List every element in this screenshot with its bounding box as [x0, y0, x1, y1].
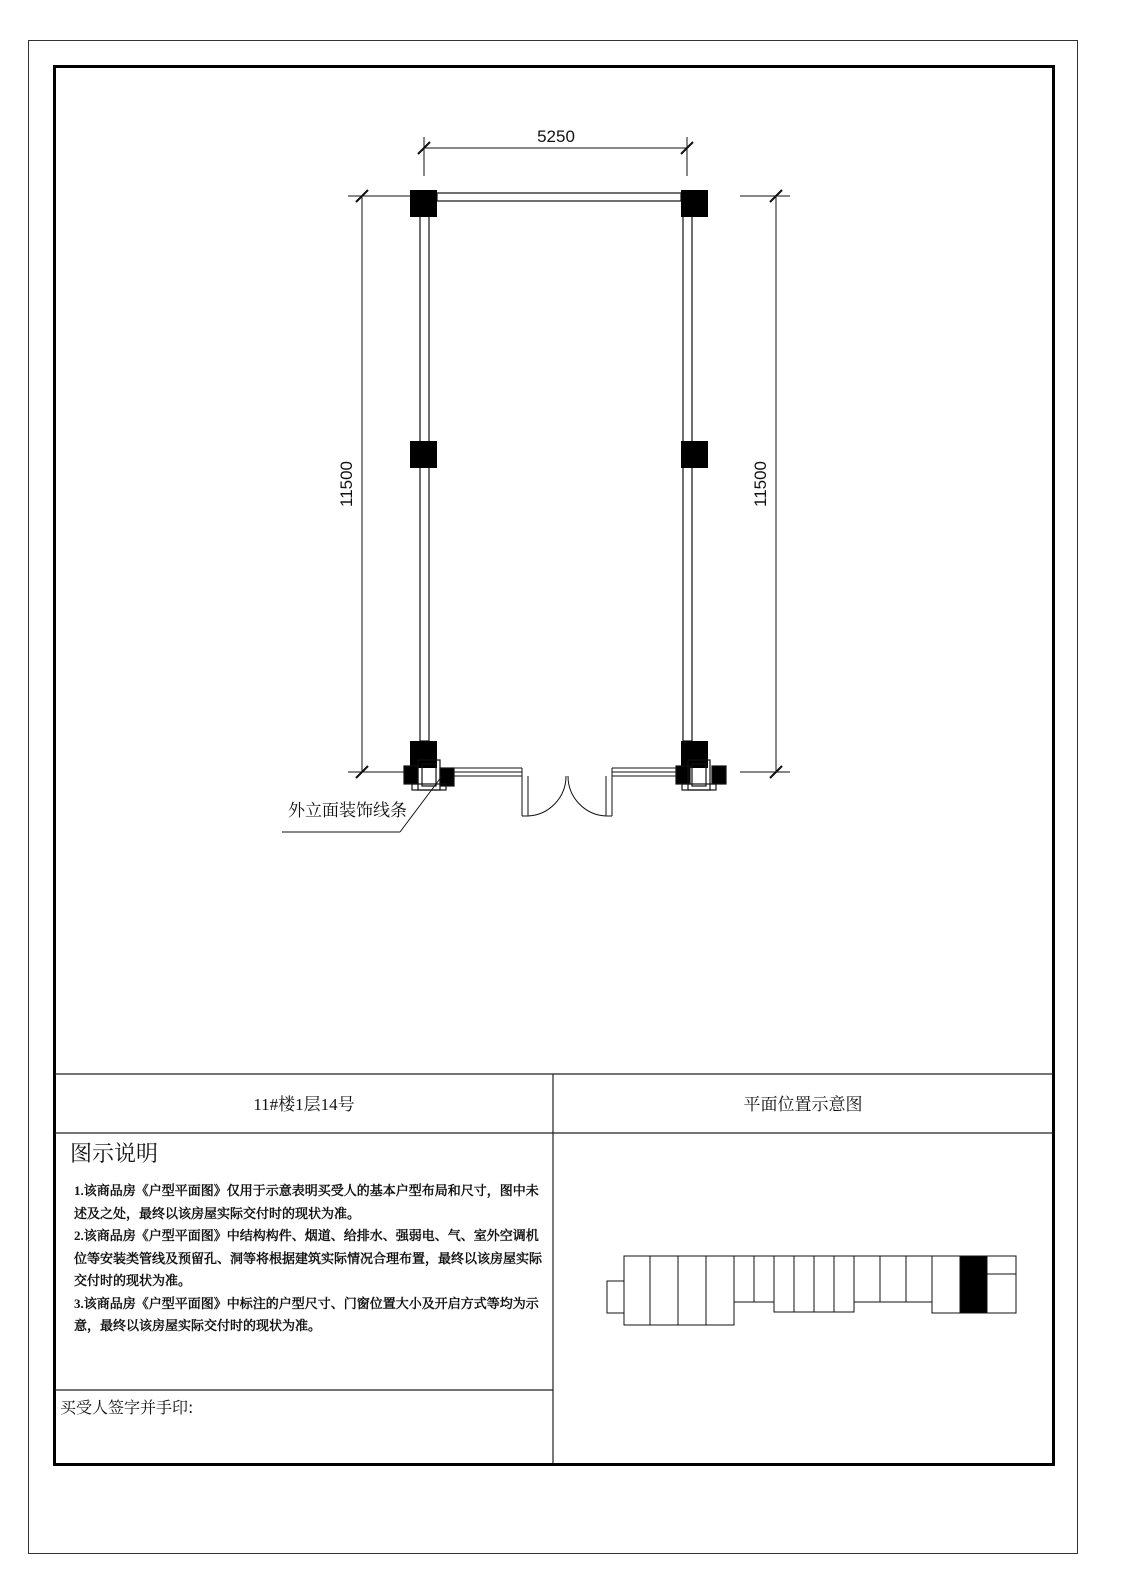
double-door: [522, 776, 612, 816]
highlighted-unit: [960, 1256, 987, 1313]
signature-label: 买受人签字并手印:: [60, 1398, 194, 1417]
location-title-cell: 平面位置示意图: [743, 1095, 863, 1114]
structural-columns: [410, 190, 708, 768]
dimension-top-label: 5250: [537, 127, 575, 146]
dimension-left: [348, 190, 410, 778]
callout-label: 外立面装饰线条: [288, 801, 407, 821]
dimension-left-label: 11500: [337, 460, 356, 508]
exterior-walls: [420, 193, 692, 741]
legend-notes: [74, 1180, 546, 1338]
location-key-plan: [607, 1256, 1016, 1325]
legend-title: 图示说明: [70, 1142, 159, 1167]
storefront-glazing: [454, 768, 676, 776]
unit-name-cell: 11#楼1层14号: [253, 1095, 355, 1114]
legend-note-1: 1.该商品房《户型平面图》仅用于示意表明买受人的基本户型布局和尺寸，图中未述及之处，最终以该房屋实际交付时的现状为准。: [74, 1183, 539, 1221]
dimension-right-label: 11500: [751, 460, 770, 508]
legend-note-3: 3.该商品房《户型平面图》中标注的户型尺寸、门窗位置大小及开启方式等均为示意，最终以该房屋实际交付时的现状为准。: [74, 1295, 539, 1333]
legend-note-2: 2.该商品房《户型平面图》中结构构件、烟道、给排水、强弱电、气、室外空调机位等安装类管线及预留孔、洞等将根据建筑实际情况合理布置，最终以该房屋实际交付时的现状为准。: [74, 1228, 543, 1288]
